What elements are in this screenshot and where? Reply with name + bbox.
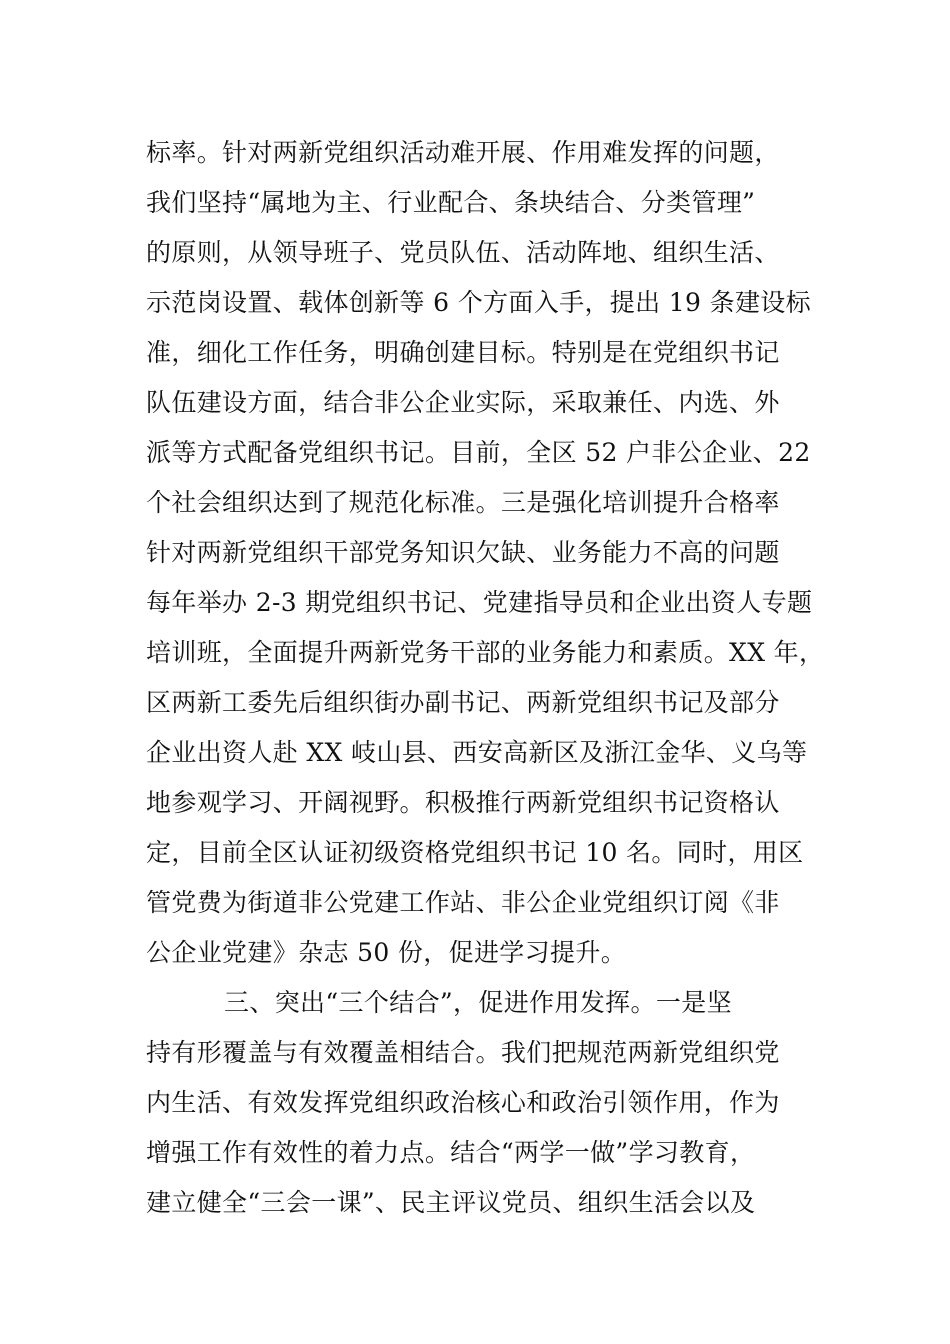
text-line: 区两新工委先后组织街办副书记、两新党组织书记及部分 <box>146 688 780 717</box>
text-line: 个社会组织达到了规范化标准。三是强化培训提升合格率 <box>146 488 780 517</box>
text-line: 针对两新党组织干部党务知识欠缺、业务能力不高的问题 <box>146 538 780 567</box>
text-line: 定，目前全区认证初级资格党组织书记 10 名。同时，用区 <box>146 838 804 867</box>
text-line: 管党费为街道非公党建工作站、非公企业党组织订阅《非 <box>146 888 780 917</box>
text-line: 持有形覆盖与有效覆盖相结合。我们把规范两新党组织党 <box>146 1038 780 1067</box>
text-line: 派等方式配备党组织书记。目前，全区 52 户非公企业、22 <box>146 438 811 467</box>
text-line: 的原则，从领导班子、党员队伍、活动阵地、组织生活、 <box>146 238 780 267</box>
text-line: 公企业党建》杂志 50 份，促进学习提升。 <box>146 938 627 967</box>
body-text <box>146 128 866 1228</box>
text-line: 建立健全“三会一课”、民主评议党员、组织生活会以及 <box>146 1188 756 1217</box>
text-line: 内生活、有效发挥党组织政治核心和政治引领作用，作为 <box>146 1088 780 1117</box>
text-line: 企业出资人赴 XX 岐山县、西安高新区及浙江金华、义乌等 <box>146 738 808 767</box>
text-line: 培训班，全面提升两新党务干部的业务能力和素质。XX 年， <box>146 638 825 667</box>
text-line: 标率。针对两新党组织活动难开展、作用难发挥的问题， <box>146 138 780 167</box>
text-line: 准，细化工作任务，明确创建目标。特别是在党组织书记 <box>146 338 780 367</box>
text-line: 队伍建设方面，结合非公企业实际，采取兼任、内选、外 <box>146 388 780 417</box>
section-heading-line: 三、突出“三个结合”，促进作用发挥。一是坚 <box>224 988 732 1017</box>
text-line: 增强工作有效性的着力点。结合“两学一做”学习教育， <box>146 1138 756 1167</box>
text-line: 每年举办 2-3 期党组织书记、党建指导员和企业出资人专题 <box>146 588 813 617</box>
text-line: 地参观学习、开阔视野。积极推行两新党组织书记资格认 <box>146 788 780 817</box>
text-line: 我们坚持“属地为主、行业配合、条块结合、分类管理” <box>146 188 756 217</box>
text-line: 示范岗设置、载体创新等 6 个方面入手，提出 19 条建设标 <box>146 288 812 317</box>
